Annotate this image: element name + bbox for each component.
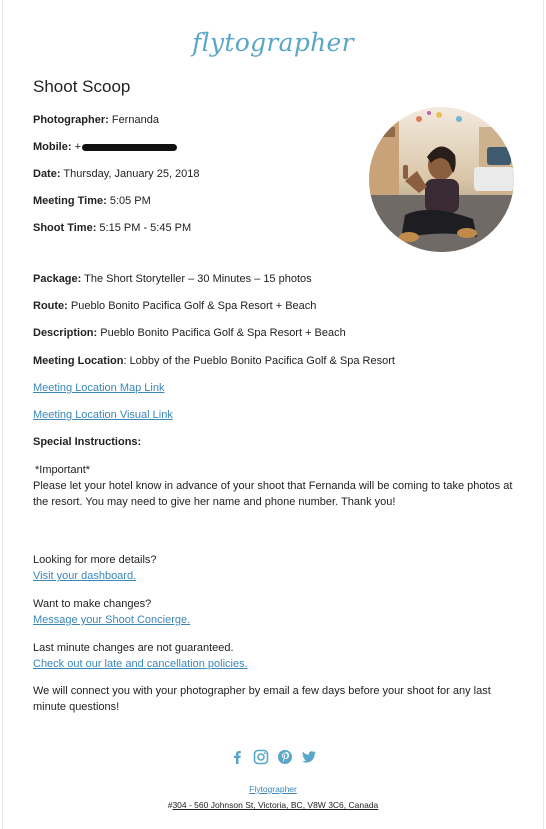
flytographer-footer-link[interactable]: Flytographer <box>249 784 297 794</box>
date-value: Thursday, January 25, 2018 <box>63 168 200 180</box>
pinterest-icon[interactable] <box>277 749 293 765</box>
date-row <box>33 168 200 180</box>
footer-company <box>0 784 546 794</box>
meeting-time-row <box>33 195 151 207</box>
map-link-row <box>33 382 164 394</box>
special-instructions-text: Please let your hotel know in advance of your shoot that Fernanda will be coming to take photos at the resort. You may need to give her name and phone number. Thank you! <box>33 480 513 508</box>
changes-help <box>33 596 518 628</box>
twitter-icon[interactable] <box>301 749 317 765</box>
special-instructions-heading <box>33 436 141 448</box>
meeting-location-map-link[interactable]: Meeting Location Map Link <box>33 382 165 394</box>
address-prefix: # <box>167 800 173 810</box>
shoot-time-label: Shoot Time: <box>33 222 97 234</box>
meeting-location-value: : Lobby of the Pueblo Bonito Pacifica Golf & Spa Resort <box>123 355 395 367</box>
route-label: Route: <box>33 300 68 312</box>
visual-link-row <box>33 409 173 421</box>
late-changes-help <box>33 640 518 672</box>
footer-address <box>0 800 546 810</box>
mobile-label: Mobile: <box>33 141 72 153</box>
important-note: *Important* <box>35 464 91 476</box>
description-row <box>33 327 346 339</box>
page-title: Shoot Scoop <box>33 77 131 96</box>
mobile-value: + <box>74 141 81 153</box>
details-help <box>33 552 518 584</box>
package-row <box>33 273 312 285</box>
meeting-location-label: Meeting Location <box>33 355 124 367</box>
shoot-concierge-link[interactable]: Message your Shoot Concierge. <box>33 614 191 626</box>
dashboard-link[interactable]: Visit your dashboard. <box>33 570 137 582</box>
photographer-value: Fernanda <box>111 114 159 126</box>
meeting-time-value: 5:05 PM <box>109 195 151 207</box>
meeting-time-label: Meeting Time: <box>33 195 107 207</box>
meeting-location-row <box>33 355 395 367</box>
mobile-row <box>33 141 177 153</box>
description-value: Pueblo Bonito Pacifica Golf & Spa Resort + Beach <box>100 327 346 339</box>
special-instructions-block <box>33 462 518 510</box>
photographer-avatar <box>369 107 514 252</box>
photographer-label: Photographer: <box>33 114 109 126</box>
package-label: Package: <box>33 273 82 285</box>
social-links <box>0 749 546 765</box>
meeting-location-visual-link[interactable]: Meeting Location Visual Link <box>33 409 173 421</box>
route-row <box>33 300 316 312</box>
description-label: Description: <box>33 327 98 339</box>
cancellation-policy-link[interactable]: Check out our late and cancellation policies. <box>33 658 248 670</box>
package-value: The Short Storyteller – 30 Minutes – 15 photos <box>84 273 312 285</box>
late-changes-note: Last minute changes are not guaranteed. <box>33 642 234 654</box>
facebook-icon[interactable] <box>229 749 245 765</box>
company-address[interactable]: 304 - 560 Johnson St, Victoria, BC, V8W 3C6, Canada <box>172 800 379 810</box>
special-instructions-label: Special Instructions: <box>33 436 142 448</box>
connect-note: We will connect you with your photographer by email a few days before your shoot for any last minute questions! <box>33 685 491 713</box>
route-value: Pueblo Bonito Pacifica Golf & Spa Resort + Beach <box>70 300 317 312</box>
details-question: Looking for more details? <box>33 554 157 566</box>
shoot-time-value: 5:15 PM - 5:45 PM <box>99 222 192 234</box>
date-label: Date: <box>33 168 61 180</box>
photographer-photo <box>369 107 514 252</box>
instagram-icon[interactable] <box>253 749 269 765</box>
photographer-row <box>33 114 159 126</box>
redacted-phone <box>82 144 177 151</box>
changes-question: Want to make changes? <box>33 598 152 610</box>
shoot-time-row <box>33 222 191 234</box>
flytographer-logo[interactable]: flytographer <box>192 28 354 57</box>
